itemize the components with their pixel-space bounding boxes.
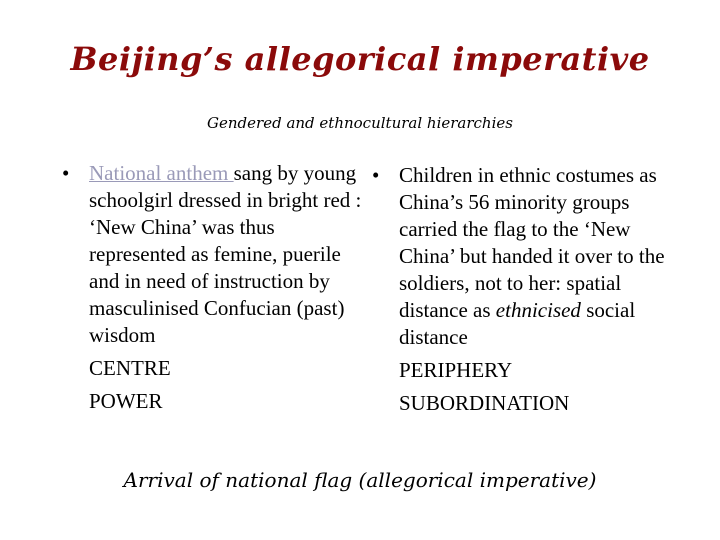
slide-subtitle: Gendered and ethnocultural hierarchies [207, 114, 513, 132]
right-bullet-item [372, 162, 672, 351]
left-column [62, 160, 362, 415]
slide-footer: Arrival of national flag (allegorical imperative) [123, 468, 597, 492]
slide-title: Beijing’s allegorical imperative [70, 40, 650, 78]
ethnicised-emphasis: ethnicised [495, 298, 581, 322]
bullet-icon: • [372, 163, 380, 187]
periphery-label: PERIPHERY [399, 358, 513, 382]
bullet-icon: • [62, 161, 70, 185]
left-bullet-text: sang by young schoolgirl dressed in bright red : ‘New China’ was thus represented as femine, puerile and in need of instruction by masculinised Confucian (past) wisdom [89, 161, 362, 347]
left-bullet-item [62, 160, 362, 349]
right-bullet-text: Children in ethnic costumes as China’s 56 minority groups carried the flag to the ‘New China’ but handed it over to the soldiers, not to her: spatial distance as [399, 163, 665, 322]
right-bullet-tail: social distance [399, 298, 636, 349]
power-label: POWER [89, 389, 163, 413]
national-anthem-link[interactable]: National anthem [89, 161, 234, 185]
centre-label: CENTRE [89, 356, 171, 380]
subordination-label: SUBORDINATION [399, 391, 570, 415]
right-column [372, 162, 672, 417]
